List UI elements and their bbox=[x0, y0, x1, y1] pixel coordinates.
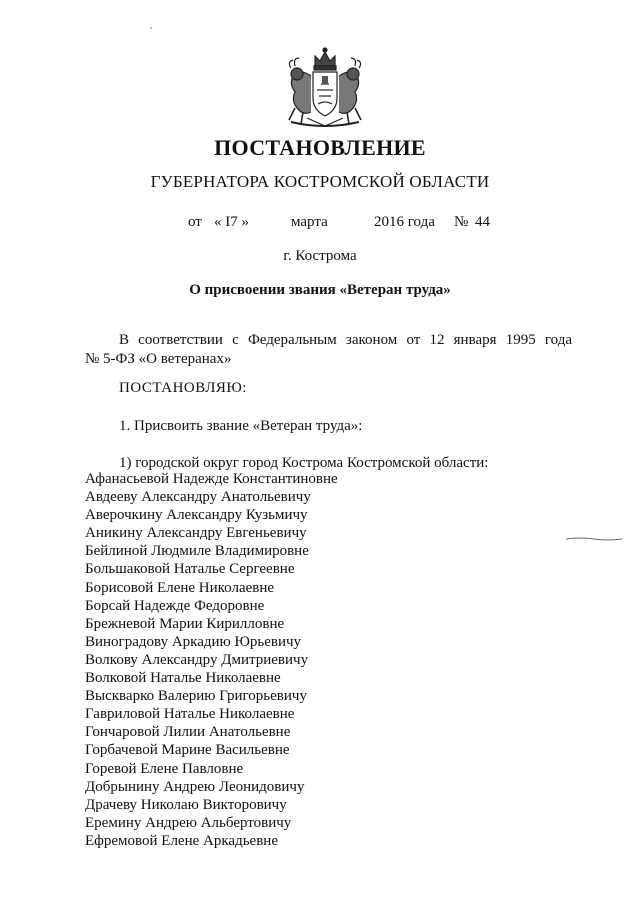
recipient-list bbox=[85, 470, 338, 850]
list-item: Добрынину Андрею Леонидовичу bbox=[85, 778, 305, 795]
list-item: Большаковой Наталье Сергеевне bbox=[85, 561, 295, 578]
document-date-line bbox=[0, 214, 640, 236]
date-day: « I7 » bbox=[214, 214, 249, 230]
list-item: Виноградову Аркадию Юрьевичу bbox=[85, 633, 302, 650]
number-sign: № bbox=[454, 214, 469, 230]
clause-1: 1. Присвоить звание «Ветеран труда»: bbox=[119, 418, 363, 434]
preamble-line-1: В соответствии с Федеральным законом от 12 января 1995 года bbox=[119, 332, 572, 348]
subclause-1: 1) городской округ город Кострома Костромской области: bbox=[119, 455, 489, 471]
margin-pen-mark bbox=[566, 536, 622, 542]
preamble-paragraph bbox=[85, 331, 572, 369]
preamble-line-2: № 5-ФЗ «О ветеранах» bbox=[85, 351, 232, 367]
decree-word: ПОСТАНОВЛЯЮ: bbox=[119, 380, 247, 396]
list-item: Горбачевой Марине Васильевне bbox=[85, 742, 290, 759]
list-item: Авдееву Александру Анатольевичу bbox=[85, 489, 311, 506]
date-month: марта bbox=[291, 214, 328, 230]
date-year: 2016 года bbox=[374, 214, 435, 230]
date-from-label: от bbox=[188, 214, 202, 230]
list-item: Афанасьевой Надежде Константиновне bbox=[85, 471, 338, 487]
list-item: Борсай Надежде Федоровне bbox=[85, 597, 265, 614]
list-item: Аникину Александру Евгеньевичу bbox=[85, 525, 307, 542]
list-item: Гавриловой Наталье Николаевне bbox=[85, 706, 295, 723]
kostroma-coat-of-arms-icon bbox=[277, 46, 373, 130]
list-item: Гончаровой Лилии Анатольевне bbox=[85, 724, 291, 741]
scan-speck bbox=[150, 27, 152, 29]
list-item: Ефремовой Елене Аркадьевне bbox=[85, 832, 278, 849]
document-number: 44 bbox=[475, 214, 490, 230]
list-item: Горевой Елене Павловне bbox=[85, 760, 244, 777]
list-item: Еремину Андрею Альбертовичу bbox=[85, 814, 292, 831]
list-item: Волкову Александру Дмитриевичу bbox=[85, 651, 309, 668]
list-item: Бейлиной Людмиле Владимировне bbox=[85, 543, 309, 560]
list-item: Брежневой Марии Кирилловне bbox=[85, 615, 285, 632]
document-city: г. Кострома bbox=[283, 248, 357, 264]
list-item: Борисовой Елене Николаевне bbox=[85, 579, 275, 596]
list-item: Волковой Наталье Николаевне bbox=[85, 670, 281, 687]
document-subject: О присвоении звания «Ветеран труда» bbox=[189, 282, 451, 298]
document-issuer: ГУБЕРНАТОРА КОСТРОМСКОЙ ОБЛАСТИ bbox=[150, 172, 490, 191]
list-item: Драчеву Николаю Викторовичу bbox=[85, 796, 287, 813]
list-item: Аверочкину Александру Кузьмичу bbox=[85, 507, 308, 524]
document-title: ПОСТАНОВЛЕНИЕ bbox=[214, 135, 426, 160]
list-item: Выскварко Валерию Григорьевичу bbox=[85, 688, 307, 705]
